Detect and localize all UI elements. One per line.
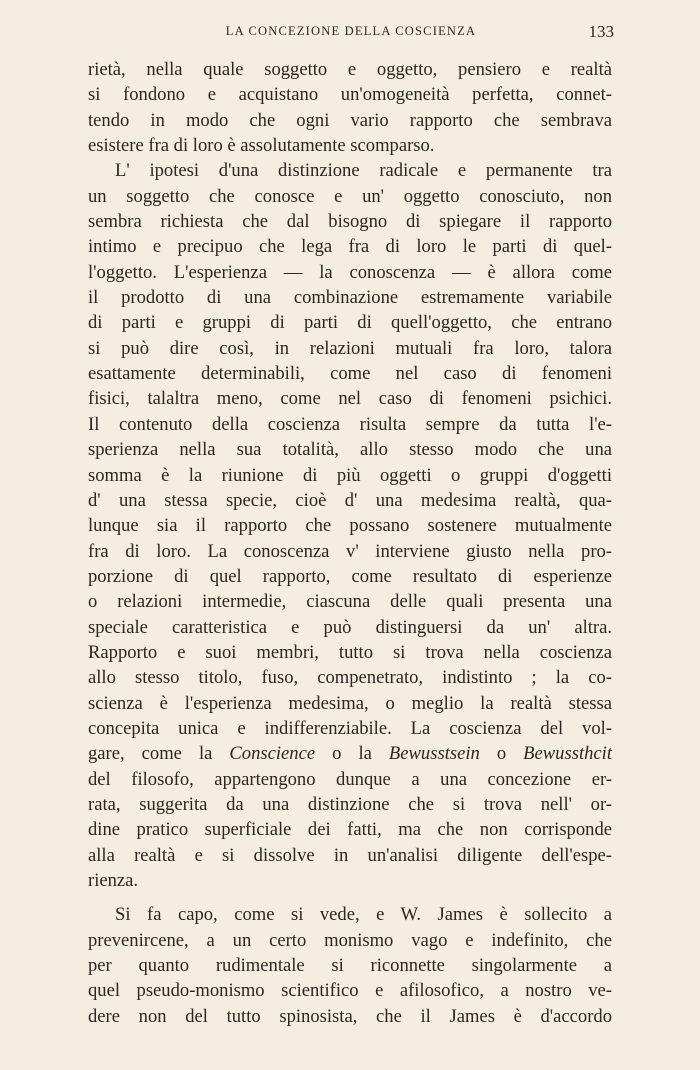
body-text — [88, 57, 612, 1029]
text-line: alla realtà e si dissolve in un'analisi diligente dell'espe- — [88, 844, 612, 866]
italic-term: Conscience — [229, 743, 316, 765]
italic-term: Bewusstsein — [388, 743, 480, 765]
text-line: si può dire così, in relazioni mutuali fra loro, talora — [88, 337, 612, 359]
text-line: speciale caratteristica e può distinguersi da un' altra. — [88, 616, 612, 638]
text-line: lunque sia il rapporto che possano sostenere mutualmente — [88, 515, 612, 537]
text-line: scienza è l'esperienza medesima, o meglio la realtà stessa — [88, 692, 612, 714]
text-fragment: o la — [315, 743, 389, 765]
text-line: d' una stessa specie, cioè d' una medesima realtà, qua- — [88, 489, 612, 511]
italic-term: Bewussthcit — [523, 743, 612, 765]
text-line: sperienza nella sua totalità, allo stesso modo che una — [88, 439, 612, 461]
text-fragment: gare, come la — [88, 743, 230, 765]
text-line: intimo e precipuo che lega fra di loro le parti di quel- — [88, 236, 612, 258]
text-line: rietà, nella quale soggetto e oggetto, pensiero e realtà — [88, 59, 612, 80]
text-fragment: o — [479, 743, 524, 765]
text-line: tendo in modo che ogni vario rapporto che sembrava — [88, 109, 612, 131]
text-line: allo stesso titolo, fuso, compenetrato, indistinto ; la co- — [88, 667, 612, 689]
text-line: il prodotto di una combinazione estremamente variabile — [88, 287, 612, 309]
text-line: somma è la riunione di più oggetti o gruppi d'oggetti — [88, 464, 612, 486]
running-head — [88, 22, 614, 46]
text-line: porzione di quel rapporto, come resultato di esperienze — [88, 565, 612, 587]
text-line: un soggetto che conosce e un' oggetto conosciuto, non — [88, 185, 612, 207]
text-line: Rapporto e suoi membri, tutto si trova nella coscienza — [88, 641, 612, 663]
text-line: esattamente determinabili, come nel caso di fenomeni — [88, 363, 612, 385]
text-line: fisici, talaltra meno, come nel caso di fenomeni psichici. — [88, 388, 612, 410]
text-line: fra di loro. La conoscenza v' interviene giusto nella pro- — [88, 540, 612, 562]
text-line: prevenircene, a un certo monismo vago e indefinito, che — [88, 929, 612, 951]
text-line: L' ipotesi d'una distinzione radicale e permanente tra — [115, 160, 612, 182]
paragraph-1 — [88, 57, 612, 893]
text-line: dine pratico superficiale dei fatti, ma che non corrisponde — [88, 819, 612, 841]
paragraph-2 — [88, 902, 612, 1029]
text-line: del filosofo, appartengono dunque a una concezione er- — [88, 768, 612, 790]
text-line: rienza. — [88, 870, 139, 891]
text-line: concepita unica e indifferenziabile. La coscienza del vol- — [88, 717, 612, 739]
page-number: 133 — [588, 22, 614, 41]
text-line — [88, 741, 612, 766]
text-line: dere non del tutto spinosista, che il James è d'accordo — [88, 1005, 612, 1027]
text-line: sembra richiesta che dal bisogno di spiegare il rapporto — [88, 211, 612, 233]
text-line: o relazioni intermedie, ciascuna delle quali presenta una — [88, 591, 612, 613]
text-line: si fondono e acquistano un'omogeneità perfetta, connet- — [88, 84, 612, 106]
text-line: Si fa capo, come si vede, e W. James è sollecito a — [115, 904, 612, 926]
text-line: di parti e gruppi di parti di quell'oggetto, che entrano — [88, 312, 612, 334]
running-title: LA CONCEZIONE DELLA COSCIENZA — [225, 24, 477, 38]
text-line: quel pseudo-monismo scientifico e afilosofico, a nostro ve- — [88, 980, 612, 1002]
text-line: per quanto rudimentale si riconnette singolarmente a — [88, 955, 612, 977]
text-line: esistere fra di loro è assolutamente scomparso. — [88, 135, 435, 157]
text-line: Il contenuto della coscienza risulta sempre da tutta l'e- — [88, 413, 612, 435]
text-line: l'oggetto. L'esperienza — la conoscenza — è allora come — [88, 261, 612, 283]
text-line: rata, suggerita da una distinzione che si trova nell' or- — [88, 793, 612, 815]
